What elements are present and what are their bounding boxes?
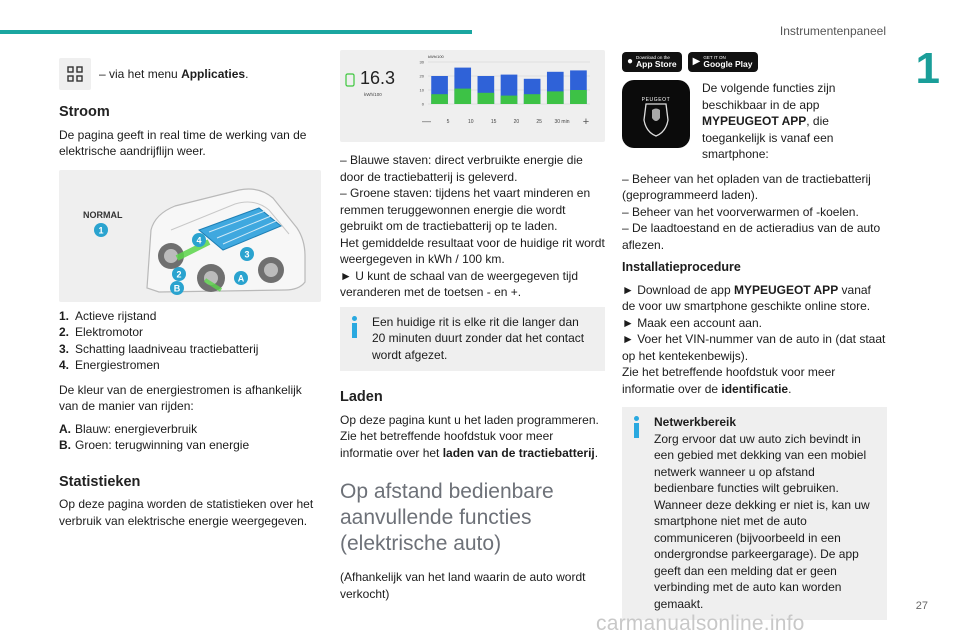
watermark: carmanualsonline.info — [596, 612, 805, 635]
x-tick-label: 20 — [513, 119, 520, 125]
x-tick-label: 25 — [536, 119, 542, 125]
x-tick-label: 30 min — [554, 119, 570, 125]
bar-legend-text — [340, 152, 605, 301]
scale-instruction: ► U kunt de schaal van de weergegeven tijd veranderen met de toetsen - en +. — [340, 268, 579, 299]
google-play-badge[interactable]: ▶ GET IT ON Google Play — [688, 52, 758, 72]
y-tick-label: 30 — [419, 59, 424, 65]
store-badges — [622, 52, 887, 72]
info-box-network — [622, 407, 887, 620]
install-heading: Installatieprocedure — [622, 260, 741, 274]
statistieken-text: Op deze pagina worden de statistieken over het verbruik van elektrische energie weergegeven. — [59, 497, 314, 528]
info-icon — [350, 316, 360, 340]
laden-heading: Laden — [340, 389, 383, 405]
applications-menu-text: – via het menu Applicaties. — [99, 66, 249, 81]
list-item: B. Groen: terugwinning van energie — [59, 438, 250, 452]
network-heading: Netwerkbereik — [654, 415, 737, 429]
component-list — [59, 308, 321, 374]
peugeot-app-icon: PEUGEOT — [622, 80, 690, 148]
apple-icon: ● — [627, 55, 634, 67]
list-item: 3. Schatting laadniveau tractiebatterij — [59, 341, 259, 356]
stroom-heading: Stroom — [59, 104, 110, 120]
bar-green — [454, 89, 471, 104]
app-text: De volgende functies zijn beschikbaar in de app MYPEUGEOT APP, die toegankelijk is vanaf een smartphone: — [702, 81, 836, 161]
x-tick-label: 5 — [446, 119, 450, 125]
y-tick-label: 20 — [419, 73, 424, 79]
install-step-2: ► Maak een account aan. — [622, 315, 762, 330]
list-item: – Beheer van het opladen van de tractiebatterij (geprogrammeerd laden). — [622, 171, 871, 202]
column-left — [59, 56, 321, 535]
list-item: – De laadtoestand en de actieradius van de auto aflezen. — [622, 221, 881, 252]
list-item: – Beheer van het voorverwarmen of -koelen. — [622, 204, 859, 219]
install-step-3: ► Voer het VIN-nummer van de auto in (dat staat op het kentekenbewijs). — [622, 332, 886, 363]
bar-green — [431, 94, 448, 104]
column-middle — [340, 56, 605, 608]
section-subtitle: (Afhankelijk van het land waarin de auto wordt verkocht) — [340, 570, 586, 601]
section-title: Op afstand bedienbare aanvullende functies (elektrische auto) — [340, 480, 554, 555]
callout-a: A — [237, 273, 245, 283]
stroom-text: De pagina geeft in real time de werking van de elektrische aandrijflijn weer. — [59, 127, 307, 158]
bar-green — [570, 90, 587, 104]
average-line: Het gemiddelde resultaat voor de huidige rit wordt weergegeven in kWh / 100 km. — [340, 235, 605, 266]
y-tick-label: 10 — [419, 87, 424, 93]
list-item: 1. Actieve rijstand — [59, 308, 157, 323]
install-step-1: ► Download de app MYPEUGEOT APP vanaf de voor uw smartphone geschikte online store. — [622, 282, 871, 313]
callout-3: 3 — [244, 249, 250, 259]
callout-1: 1 — [98, 225, 104, 235]
network-text-1: Zorg ervoor dat uw auto zich bevindt in een gebied met dekking van een mobiel netwerk wanneer u op afstand bedienbare functies wilt gebruiken. — [654, 431, 867, 495]
feature-list — [622, 171, 887, 254]
y-axis-title: kWh/100 — [428, 54, 444, 59]
x-tick-label: 15 — [490, 119, 497, 125]
page-number: 27 — [915, 600, 928, 612]
callout-b: B — [173, 283, 181, 293]
laden-text: Op deze pagina kunt u het laden programmeren. Zie het betreffende hoofdstuk voor meer informatie over het laden van de tractiebatterij. — [340, 412, 599, 460]
column-right — [622, 56, 887, 620]
chapter-title: Instrumentenpaneel — [779, 24, 886, 38]
minus-button: — — [422, 116, 431, 126]
callout-2: 2 — [176, 269, 182, 279]
legend-green-line: – Groene staven: tijdens het vaart minderen en remmen teruggewonnen energie die wordt gebruikt om de tractiebatterij op te laden. — [340, 186, 591, 233]
info-icon — [632, 416, 642, 440]
bar-green — [501, 96, 518, 104]
play-icon: ▶ — [692, 55, 701, 67]
bar-green — [478, 93, 495, 104]
energy-flow-illustration — [59, 170, 321, 302]
statistics-chart — [340, 50, 605, 142]
applications-menu-row — [59, 56, 321, 92]
colour-text: De kleur van de energiestromen is afhankelijk van de manier van rijden: — [59, 382, 302, 413]
list-item: 2. Elektromotor — [59, 325, 144, 339]
callout-4: 4 — [196, 235, 202, 245]
x-tick-label: 10 — [468, 119, 474, 125]
list-item: 4. Energiestromen — [59, 358, 160, 372]
apps-grid-icon — [59, 58, 91, 90]
colour-list — [59, 421, 321, 454]
chapter-number: 1 — [915, 44, 940, 93]
list-item: A. Blauw: energieverbruik — [59, 421, 198, 436]
legend-blue-line: – Blauwe staven: direct verbruikte energie die door de tractiebatterij is geleverd. — [340, 153, 583, 184]
y-tick-label: 0 — [421, 101, 424, 107]
charge-plug-icon — [346, 74, 354, 86]
install-note: Zie het betreffende hoofdstuk voor meer informatie over de identificatie. — [622, 365, 836, 396]
bar-green — [524, 94, 541, 104]
app-description — [622, 80, 887, 163]
average-unit: kWh/100 — [364, 92, 382, 97]
average-readout: 16.3 — [360, 68, 396, 88]
network-text-2: Wanneer deze dekking er niet is, kan uw smartphone niet met de auto communiceren (bijvoorbeeld in een ondergrondse parkeergarage). De app geeft dan een melding dat er geen verbinding met de auto kan worden gemaakt. — [654, 497, 870, 611]
header-accent-line — [0, 30, 472, 34]
bar-green — [547, 91, 564, 104]
statistieken-heading: Statistieken — [59, 473, 141, 490]
app-store-badge[interactable]: ● Download on the App Store — [622, 52, 682, 72]
drive-mode-label: NORMAL — [83, 209, 123, 220]
info-box-trip: Een huidige rit is elke rit die langer dan 20 minuten duurt zonder dat het contact wordt afgezet. — [340, 307, 605, 372]
plus-button: + — [582, 116, 590, 128]
